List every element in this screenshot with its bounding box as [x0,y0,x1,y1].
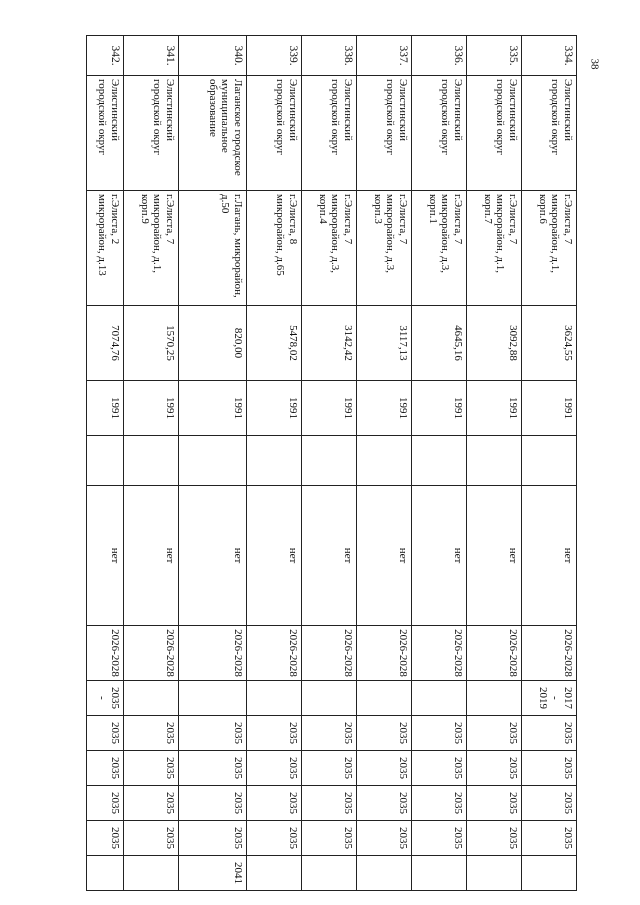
empty-cell [357,436,412,486]
year-cell: 1991 [412,381,467,436]
year-value-cell [522,856,577,891]
year-cell: 1991 [357,381,412,436]
row-number: 340. [179,36,247,76]
period-cell [357,681,412,716]
empty-cell [179,436,247,486]
year-value-cell: 2035 [357,786,412,821]
year-value-cell: 2035 [247,716,302,751]
table-row [124,36,179,891]
area-cell: 3624,55 [522,306,577,381]
empty-cell [412,436,467,486]
year-value-cell [412,856,467,891]
status-cell: нет [522,486,577,626]
year-cell: 1991 [302,381,357,436]
year-value-cell [357,856,412,891]
address-cell: г.Элиста, 7 микрорайон, д.3, корп.3 [357,191,412,306]
status-cell: нет [302,486,357,626]
year-value-cell: 2035 [179,716,247,751]
year-cell: 1991 [247,381,302,436]
year-value-cell: 2035 [179,786,247,821]
year-value-cell: 2035 [302,751,357,786]
municipality-cell: Элистинский городской округ [302,76,357,191]
period-cell: 2026-2028 [357,626,412,681]
row-number: 335. [467,36,522,76]
municipality-cell: Элистинский городской округ [467,76,522,191]
area-cell: 4645,16 [412,306,467,381]
year-value-cell: 2041 [179,856,247,891]
year-value-cell: 2035 [357,751,412,786]
period-cell: 2026-2028 [247,626,302,681]
empty-cell [302,436,357,486]
year-value-cell: 2035 [302,716,357,751]
municipality-cell: Элистинский городской округ [87,76,124,191]
municipality-cell: Элистинский городской округ [357,76,412,191]
empty-cell [247,436,302,486]
table-row [179,36,247,891]
year-value-cell: 2035 [247,751,302,786]
area-cell: 3117,13 [357,306,412,381]
year-value-cell: 2035 [87,821,124,856]
year-value-cell [247,856,302,891]
year-value-cell [87,856,124,891]
row-number: 341. [124,36,179,76]
period-cell: 2017 - 2019 [522,681,577,716]
year-cell: 1991 [522,381,577,436]
table-row [357,36,412,891]
year-value-cell: 2035 [247,821,302,856]
year-value-cell: 2035 [412,786,467,821]
year-cell: 1991 [124,381,179,436]
period-cell: 2026-2028 [302,626,357,681]
municipality-cell: Лаганское городское муниципальное образование [179,76,247,191]
status-cell: нет [87,486,124,626]
period-cell: 2035 - [87,681,124,716]
year-cell: 1991 [179,381,247,436]
year-value-cell [302,856,357,891]
address-cell: г.Элиста, 2 микрорайон, д.13 [87,191,124,306]
period-cell [412,681,467,716]
year-value-cell: 2035 [467,716,522,751]
period-cell [124,681,179,716]
year-value-cell: 2035 [522,786,577,821]
address-cell: г.Лагань, микрорайон, д.50 [179,191,247,306]
municipality-cell: Элистинский городской округ [522,76,577,191]
area-cell: 3142,42 [302,306,357,381]
year-value-cell: 2035 [302,821,357,856]
period-cell: 2026-2028 [124,626,179,681]
table-row [87,36,124,891]
year-value-cell: 2035 [124,751,179,786]
area-cell: 3092,88 [467,306,522,381]
year-value-cell: 2035 [467,786,522,821]
municipality-cell: Элистинский городской округ [124,76,179,191]
address-cell: г.Элиста, 7 микрорайон, д.1, корп.6 [522,191,577,306]
year-value-cell: 2035 [412,716,467,751]
empty-cell [467,436,522,486]
area-cell: 820,00 [179,306,247,381]
address-cell: г.Элиста, 7 микрорайон, д.3, корп.1 [412,191,467,306]
year-value-cell: 2035 [467,751,522,786]
period-cell: 2026-2028 [522,626,577,681]
year-cell: 1991 [87,381,124,436]
row-number: 334. [522,36,577,76]
empty-cell [124,436,179,486]
year-value-cell: 2035 [357,821,412,856]
municipality-cell: Элистинский городской округ [412,76,467,191]
table-row [467,36,522,891]
year-value-cell: 2035 [302,786,357,821]
row-number: 336. [412,36,467,76]
year-value-cell: 2035 [87,751,124,786]
year-value-cell: 2035 [522,751,577,786]
period-cell [467,681,522,716]
row-number: 337. [357,36,412,76]
year-value-cell: 2035 [357,716,412,751]
period-cell: 2026-2028 [87,626,124,681]
status-cell: нет [412,486,467,626]
period-cell: 2026-2028 [179,626,247,681]
year-value-cell: 2035 [124,821,179,856]
year-value-cell [467,856,522,891]
address-cell: г.Элиста, 8 микрорайон, д.65 [247,191,302,306]
year-value-cell: 2035 [412,821,467,856]
area-cell: 5478,02 [247,306,302,381]
address-cell: г.Элиста, 7 микрорайон, д.3, корп.4 [302,191,357,306]
year-value-cell: 2035 [522,821,577,856]
table-body [87,36,577,891]
year-value-cell: 2035 [124,786,179,821]
status-cell: нет [124,486,179,626]
row-number: 338. [302,36,357,76]
row-number: 339. [247,36,302,76]
period-cell [302,681,357,716]
year-value-cell [124,856,179,891]
status-cell: нет [357,486,412,626]
year-value-cell: 2035 [179,821,247,856]
period-cell: 2026-2028 [412,626,467,681]
table-row [247,36,302,891]
table-row [412,36,467,891]
period-cell [247,681,302,716]
page-number: 38 [588,58,601,70]
empty-cell [522,436,577,486]
year-value-cell: 2035 [522,716,577,751]
year-cell: 1991 [467,381,522,436]
table-row [522,36,577,891]
year-value-cell: 2035 [412,751,467,786]
address-cell: г.Элиста, 7 микрорайон, д.1, корп.7 [467,191,522,306]
year-value-cell: 2035 [87,716,124,751]
status-cell: нет [179,486,247,626]
table-row [302,36,357,891]
year-value-cell: 2035 [124,716,179,751]
area-cell: 1570,25 [124,306,179,381]
housing-repair-table [86,35,577,891]
year-value-cell: 2035 [87,786,124,821]
status-cell: нет [467,486,522,626]
period-cell: 2026-2028 [467,626,522,681]
address-cell: г.Элиста, 7 микрорайон, д.1, корп.9 [124,191,179,306]
empty-cell [87,436,124,486]
period-cell [179,681,247,716]
year-value-cell: 2035 [467,821,522,856]
municipality-cell: Элистинский городской округ [247,76,302,191]
rotated-sheet [87,35,577,884]
year-value-cell: 2035 [247,786,302,821]
year-value-cell: 2035 [179,751,247,786]
table-viewport [87,35,577,884]
area-cell: 7074,76 [87,306,124,381]
row-number: 342. [87,36,124,76]
status-cell: нет [247,486,302,626]
